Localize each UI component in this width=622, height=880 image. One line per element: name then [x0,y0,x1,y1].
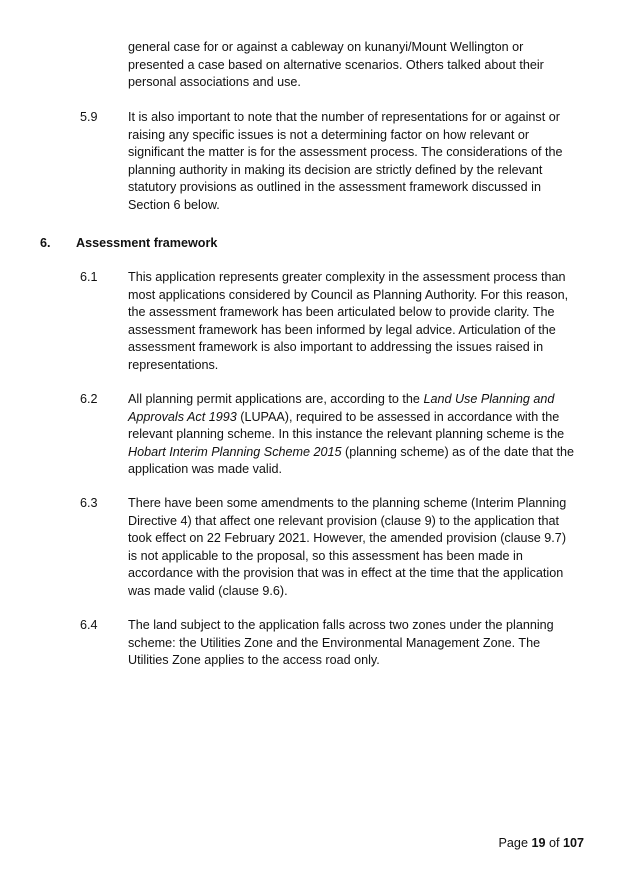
page-number: 19 [531,836,546,850]
paragraph-6-2-text-2: (LUPAA), required to be assessed in accordance with the relevant planning scheme. In this instance the relevant planning scheme is the [128,409,565,442]
paragraph-number-6-1: 6.1 [80,270,98,284]
paragraph-6-4: The land subject to the application falls across two zones under the planning scheme: the Utilities Zone and the Environmental Management Zone. The Utilities Zone applies to the access road only. [128,618,554,668]
planning-scheme-name: Hobart Interim Planning Scheme 2015 [128,444,342,459]
page-footer [499,835,584,853]
paragraph-6-3: There have been some amendments to the planning scheme (Interim Planning Directive 4) that affect one relevant provision (clause 9) to the application that took effect on 22 February 2021. However, the amended provision (clause 9.7) is not applicable to the proposal, so this assessment has been made in accordance with the provision that was in effect at the time that the application was made valid (clause 9.6). [128,496,567,598]
paragraph-number-5-9: 5.9 [80,110,98,124]
paragraph-6-2-text-1: All planning permit applications are, according to the [128,392,424,406]
paragraph-6-2 [128,391,578,479]
paragraph-6-1: This application represents greater complexity in the assessment process than most applications considered by Council as Planning Authority. For this reason, the assessment framework has been articulated below to provide clarity. The assessment framework has been informed by legal advice. Articulation of the assessment framework is also important to addressing the issues raised in representations. [128,270,569,372]
paragraph-number-6-4: 6.4 [80,618,98,632]
continuation-paragraph: general case for or against a cableway on kunanyi/Mount Wellington or presented a case based on alternative scenarios. Others talked about their personal associations and use. [128,40,544,90]
page-label: Page [498,836,532,850]
paragraph-number-6-3: 6.3 [80,496,98,510]
paragraph-number-6-2: 6.2 [80,392,98,406]
act-name: Land Use Planning and Approvals Act 1993 [128,392,555,424]
page-total: 107 [562,836,584,850]
of-label: of [545,836,563,850]
section-title: Assessment framework [76,236,218,250]
section-number: 6. [40,236,51,250]
paragraph-5-9: It is also important to note that the number of representations for or against or raising any specific issues is not a determining factor on how relevant or significant the matter is for the assessment process. The considerations of the planning authority in making its decision are strictly defined by the relevant statutory provisions as outlined in the assessment framework discussed in Section 6 below. [128,110,563,212]
paragraph-6-2-text-3: (planning scheme) as of the date that the application was made valid. [128,444,574,477]
